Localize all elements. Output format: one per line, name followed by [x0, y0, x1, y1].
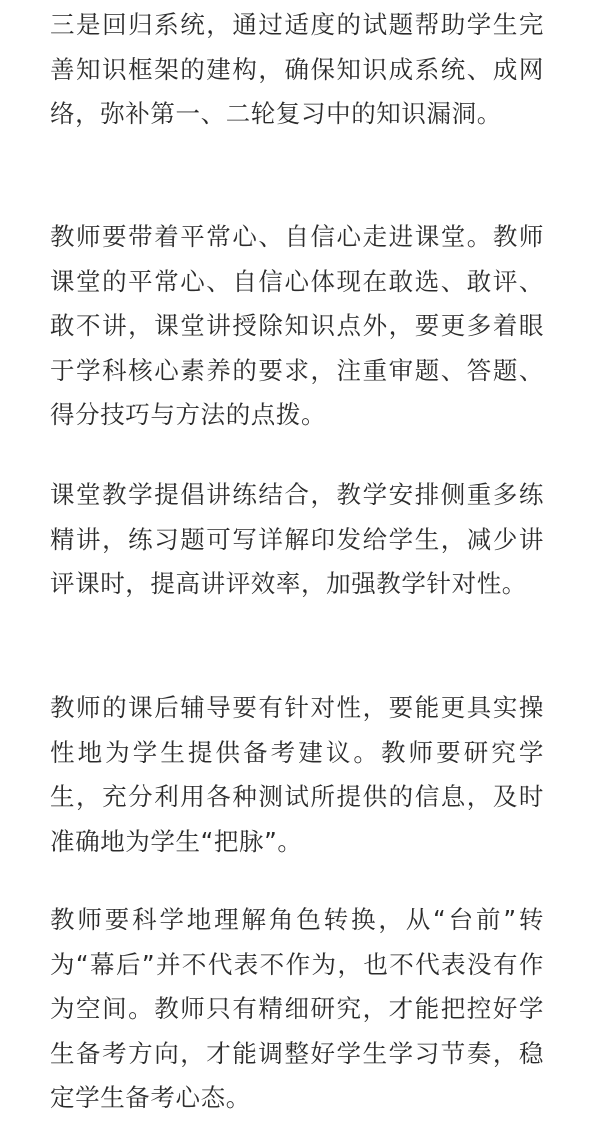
- paragraph-role-transition: 教师要科学地理解角色转换，从“台前”转为“幕后”并不代表不作为，也不代表没有作为空间。教师只有精细研究，才能把控好学生备考方向，才能调整好学生学习节奏，稳定学生备考心态。: [50, 905, 544, 1112]
- paragraph-review-system: 三是回归系统，通过适度的试题帮助学生完善知识框架的建构，确保知识成系统、成网络，弥补第一、二轮复习中的知识漏洞。: [50, 10, 544, 128]
- paragraph-classroom-confidence: 教师要带着平常心、自信心走进课堂。教师课堂的平常心、自信心体现在敢选、敢评、敢不讲，课堂讲授除知识点外，要更多着眼于学科核心素养的要求，注重审题、答题、得分技巧与方法的点拨。: [50, 222, 544, 429]
- paragraph-lecture-practice: 课堂教学提倡讲练结合，教学安排侧重多练精讲，练习题可写详解印发给学生，减少讲评课时，提高讲评效率，加强教学针对性。: [50, 480, 544, 598]
- paragraph-after-class-tutoring: 教师的课后辅导要有针对性，要能更具实操性地为学生提供备考建议。教师要研究学生，充分利用各种测试所提供的信息，及时准确地为学生“把脉”。: [50, 693, 544, 856]
